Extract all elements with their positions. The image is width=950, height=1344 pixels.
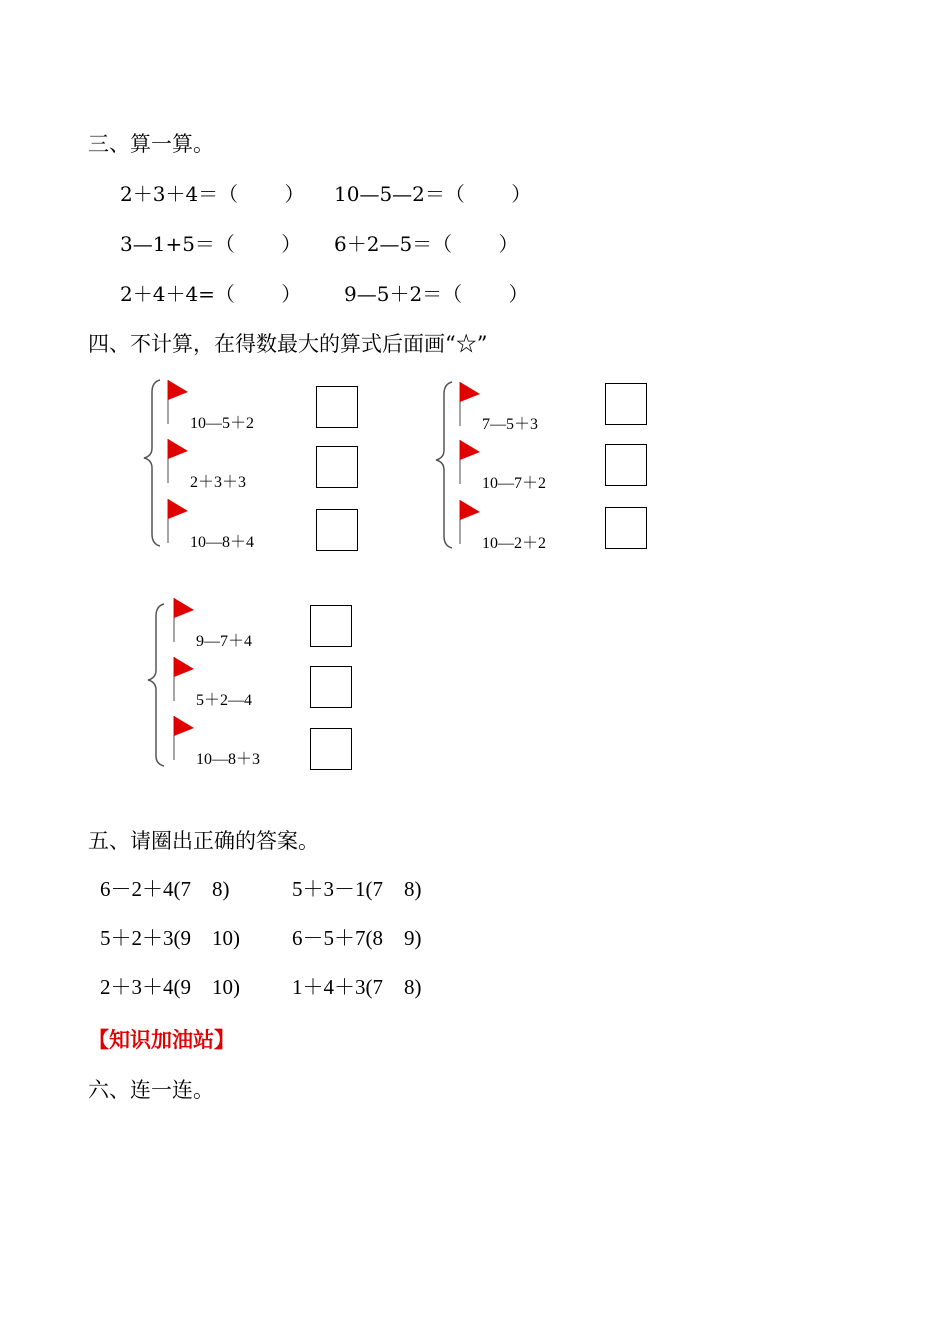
equation: 2＋3＋4＝（ ） — [120, 182, 305, 206]
equation: 3—1+5＝（ ） — [120, 232, 302, 256]
choice-equation[interactable]: 1＋4＋3(7 8) — [292, 975, 422, 999]
answer-box[interactable] — [316, 509, 358, 551]
comparison-group-3 — [146, 596, 406, 776]
answer-box[interactable] — [310, 605, 352, 647]
brace-icon — [434, 378, 456, 550]
answer-box[interactable] — [310, 666, 352, 708]
expression-label: 10—5＋2 — [190, 415, 255, 432]
equation: 2＋4＋4=（ ） — [120, 282, 302, 306]
answer-box[interactable] — [316, 386, 358, 428]
answer-box[interactable] — [605, 444, 647, 486]
choice-equation[interactable]: 5＋3－1(7 8) — [292, 877, 422, 901]
equation: 10—5—2＝（ ） — [334, 182, 532, 206]
answer-box[interactable] — [316, 446, 358, 488]
section3-title: 三、算一算。 — [88, 132, 214, 156]
choice-equation[interactable]: 2＋3＋4(9 10) — [100, 975, 240, 999]
knowledge-banner: 【知识加油站】 — [88, 1027, 235, 1052]
answer-box[interactable] — [605, 507, 647, 549]
comparison-group-2 — [434, 378, 694, 558]
expression-label: 10—2＋2 — [482, 535, 547, 552]
expression-label: 10—8＋4 — [190, 534, 255, 551]
section6-title: 六、连一连。 — [88, 1078, 214, 1102]
equation: 6＋2—5＝（ ） — [334, 232, 519, 256]
equation: 9—5＋2＝（ ） — [344, 282, 529, 306]
expression-label: 10—8＋3 — [196, 751, 261, 768]
choice-equation[interactable]: 6－2＋4(7 8) — [100, 877, 230, 901]
section4-title: 四、不计算，在得数最大的算式后面画“☆” — [88, 332, 488, 356]
comparison-group-1 — [142, 378, 402, 558]
expression-label: 9—7＋4 — [196, 633, 253, 650]
answer-box[interactable] — [310, 728, 352, 770]
choice-equation[interactable]: 5＋2＋3(9 10) — [100, 926, 240, 950]
choice-equation[interactable]: 6－5＋7(8 9) — [292, 926, 422, 950]
expression-label: 7—5＋3 — [482, 416, 539, 433]
expression-label: 2＋3＋3 — [190, 474, 247, 491]
expression-label: 10—7＋2 — [482, 475, 547, 492]
section5-title: 五、请圈出正确的答案。 — [88, 829, 319, 853]
brace-icon — [146, 596, 168, 768]
expression-label: 5＋2—4 — [196, 692, 253, 709]
answer-box[interactable] — [605, 383, 647, 425]
brace-icon — [142, 378, 164, 550]
